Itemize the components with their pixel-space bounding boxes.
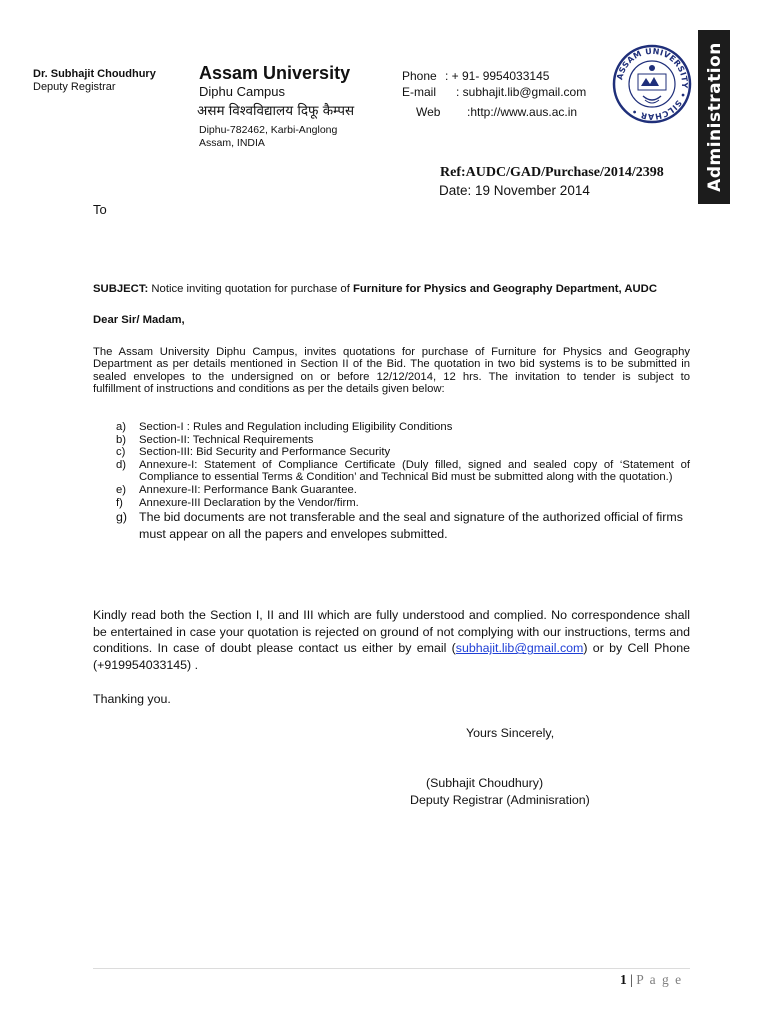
closing-paragraph: [93, 607, 690, 673]
phone-label: Phone: [402, 69, 437, 83]
list-marker: d): [116, 458, 127, 471]
intro-line-3: sealed envelopes to the undersigned on or before 12/12/2014, 12 hrs. The invitation to tender is subject to: [93, 370, 690, 383]
list-marker: e): [116, 483, 127, 496]
page-separator: |: [626, 972, 637, 987]
list-item-text: Section-II: Technical Requirements: [139, 433, 314, 446]
yours-sincerely: Yours Sincerely,: [466, 726, 555, 740]
requirements-list: [93, 421, 690, 542]
signatory-name: (Subhajit Choudhury): [426, 776, 544, 790]
contact-email-link[interactable]: subhajit.lib@gmail.com: [455, 641, 584, 656]
page-label: P a g e: [636, 972, 683, 987]
signatory-designation: Deputy Registrar (Adminisration): [410, 793, 590, 807]
list-item: [93, 459, 690, 484]
subject-text: Notice inviting quotation for purchase of: [148, 283, 353, 295]
seal-emblem-icon: [612, 40, 692, 128]
email-value: : subhajit.lib@gmail.com: [456, 85, 587, 99]
letter-date: Date: 19 November 2014: [439, 183, 590, 198]
list-item: [93, 434, 690, 447]
hindi-university-name: असम विश्वविद्यालय दिफू कैम्पस: [197, 103, 355, 119]
thanks-line: Thanking you.: [93, 692, 171, 706]
web-label: Web: [416, 105, 441, 119]
closing-text-before: Kindly read both the Section I, II and III which are fully understood and complied. No correspondence shall be entertained in case your quotation is rejected on ground of not complying with our instructions, terms and conditions. In case of doubt please contact us either by email (: [93, 608, 690, 656]
list-marker: g): [116, 510, 128, 525]
list-item: [93, 446, 690, 459]
sender-name: Dr. Subhajit Choudhury: [33, 68, 156, 80]
list-item: [93, 497, 690, 510]
administration-tab-label: Administration: [705, 42, 725, 192]
list-item-text: The bid documents are not transferable and the seal and signature of the authorized official of firms must appear on all the papers and envelopes submitted.: [139, 510, 683, 541]
intro-paragraph: [93, 346, 690, 395]
address-line-2: Assam, INDIA: [199, 137, 265, 149]
administration-tab: [700, 30, 730, 204]
subject-bold-text: Furniture for Physics and Geography Department, AUDC: [352, 283, 657, 295]
list-item: [93, 484, 690, 497]
intro-line-2: Department as per details mentioned in Section II of the Bid. The quotation in two bid systems is to be submitted in: [93, 358, 690, 371]
campus-name: Diphu Campus: [199, 84, 285, 99]
list-marker: b): [116, 433, 127, 446]
university-name: Assam University: [199, 63, 351, 83]
subject-label: SUBJECT:: [93, 283, 149, 295]
list-item: [93, 421, 690, 434]
seal-ring-text: ASSAM UNIVERSITY • SILCHAR •: [615, 46, 690, 122]
salutation: Dear Sir/ Madam,: [93, 314, 185, 326]
list-item-text: Annexure-I: Statement of Compliance Certificate (Duly filled, signed and sealed copy of ‘Statement of Compliance to essential Terms & Condition’ and Technical Bid must be submitted along with the quotation.): [139, 458, 690, 484]
list-item: [93, 509, 690, 542]
web-value: :http://www.aus.ac.in: [467, 105, 578, 119]
intro-line-4: fulfillment of instructions and conditions as per the details given below:: [93, 382, 445, 395]
recipient-to: To: [93, 202, 107, 217]
university-seal-logo: [612, 40, 692, 128]
list-item-text: Annexure-III Declaration by the Vendor/firm.: [139, 496, 359, 509]
subject-line: [93, 283, 657, 295]
sender-title: Deputy Registrar: [33, 81, 116, 93]
page-footer: [620, 972, 683, 988]
reference-number: Ref:AUDC/GAD/Purchase/2014/2398: [440, 165, 664, 180]
page-number: 1: [620, 972, 627, 987]
footer-rule: [93, 968, 690, 969]
list-marker: c): [116, 446, 126, 459]
closing-text-after: ) or by Cell Phone (+919954033145) .: [93, 641, 690, 672]
email-label: E-mail: [402, 85, 437, 99]
list-marker: a): [116, 421, 127, 433]
intro-line-1: The Assam University Diphu Campus, invites quotations for purchase of Furniture for Physics and Geography: [93, 346, 690, 358]
list-item-text: Section-III: Bid Security and Performance Security: [139, 446, 391, 459]
list-item-text: Section-I : Rules and Regulation including Eligibility Conditions: [139, 421, 453, 433]
list-marker: f): [116, 496, 123, 509]
list-item-text: Annexure-II: Performance Bank Guarantee.: [139, 483, 357, 496]
phone-value: : + 91- 9954033145: [445, 69, 550, 83]
address-line-1: Diphu-782462, Karbi-Anglong: [199, 124, 338, 136]
